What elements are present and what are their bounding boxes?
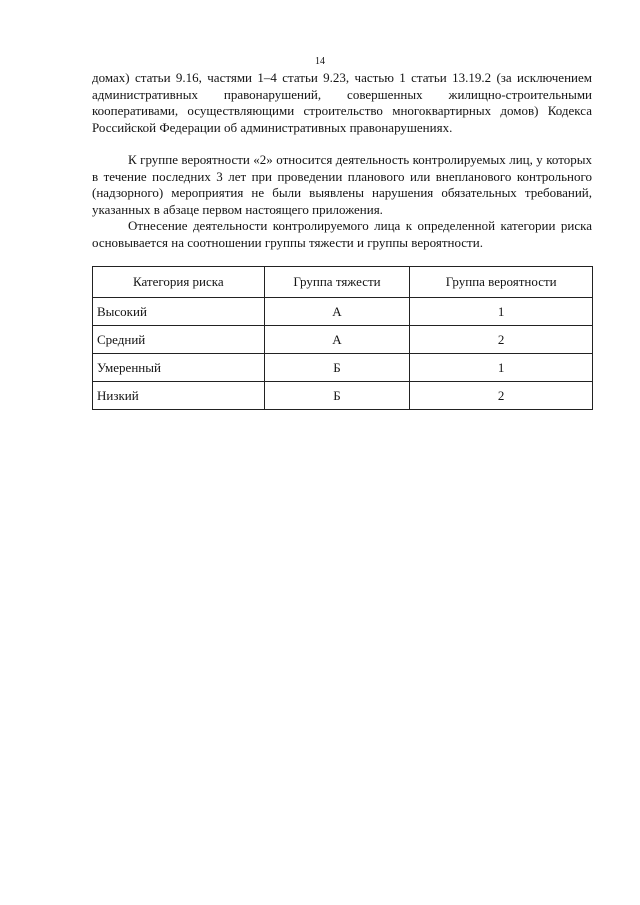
header-severity-group: Группа тяжести [264, 267, 410, 298]
paragraph-text: Отнесение деятельности контролируемого лица к определенной категории риска основывается на соотношении группы тяжести и группы вероятности. [92, 218, 592, 250]
risk-category-table [92, 266, 593, 410]
paragraph-risk-category [92, 218, 592, 251]
cell-probability-group: 1 [410, 354, 593, 382]
cell-risk-category: Низкий [93, 382, 265, 410]
paragraph-text: К группе вероятности «2» относится деятельность контролируемых лиц, у которых в течение последних 3 лет при проведении планового или внепланового контрольного (надзорного) мероприятия не были выявлены нарушения обязательных требований, указанных в абзаце первом настоящего приложения. [92, 152, 592, 217]
header-probability-group: Группа вероятности [410, 267, 593, 298]
paragraph-probability-group [92, 152, 592, 218]
cell-severity-group: Б [264, 382, 410, 410]
cell-probability-group: 2 [410, 326, 593, 354]
table-row [93, 326, 593, 354]
cell-severity-group: Б [264, 354, 410, 382]
table-row [93, 354, 593, 382]
cell-severity-group: А [264, 298, 410, 326]
cell-severity-group: А [264, 326, 410, 354]
header-risk-category: Категория риска [93, 267, 265, 298]
table-row [93, 382, 593, 410]
paragraph-text: домах) статьи 9.16, частями 1–4 статьи 9.23, частью 1 статьи 13.19.2 (за исключением административных правонарушений, совершенных жилищно-строительными кооперативами, осуществляющими строительство многоквартирных домов) Кодекса Российской Федерации об административных правонарушениях. [92, 70, 592, 135]
table-header-row [93, 267, 593, 298]
cell-probability-group: 2 [410, 382, 593, 410]
page-number: 14 [315, 56, 325, 67]
paragraph-continuation [92, 70, 592, 136]
cell-risk-category: Умеренный [93, 354, 265, 382]
cell-risk-category: Высокий [93, 298, 265, 326]
cell-risk-category: Средний [93, 326, 265, 354]
cell-probability-group: 1 [410, 298, 593, 326]
table-row [93, 298, 593, 326]
